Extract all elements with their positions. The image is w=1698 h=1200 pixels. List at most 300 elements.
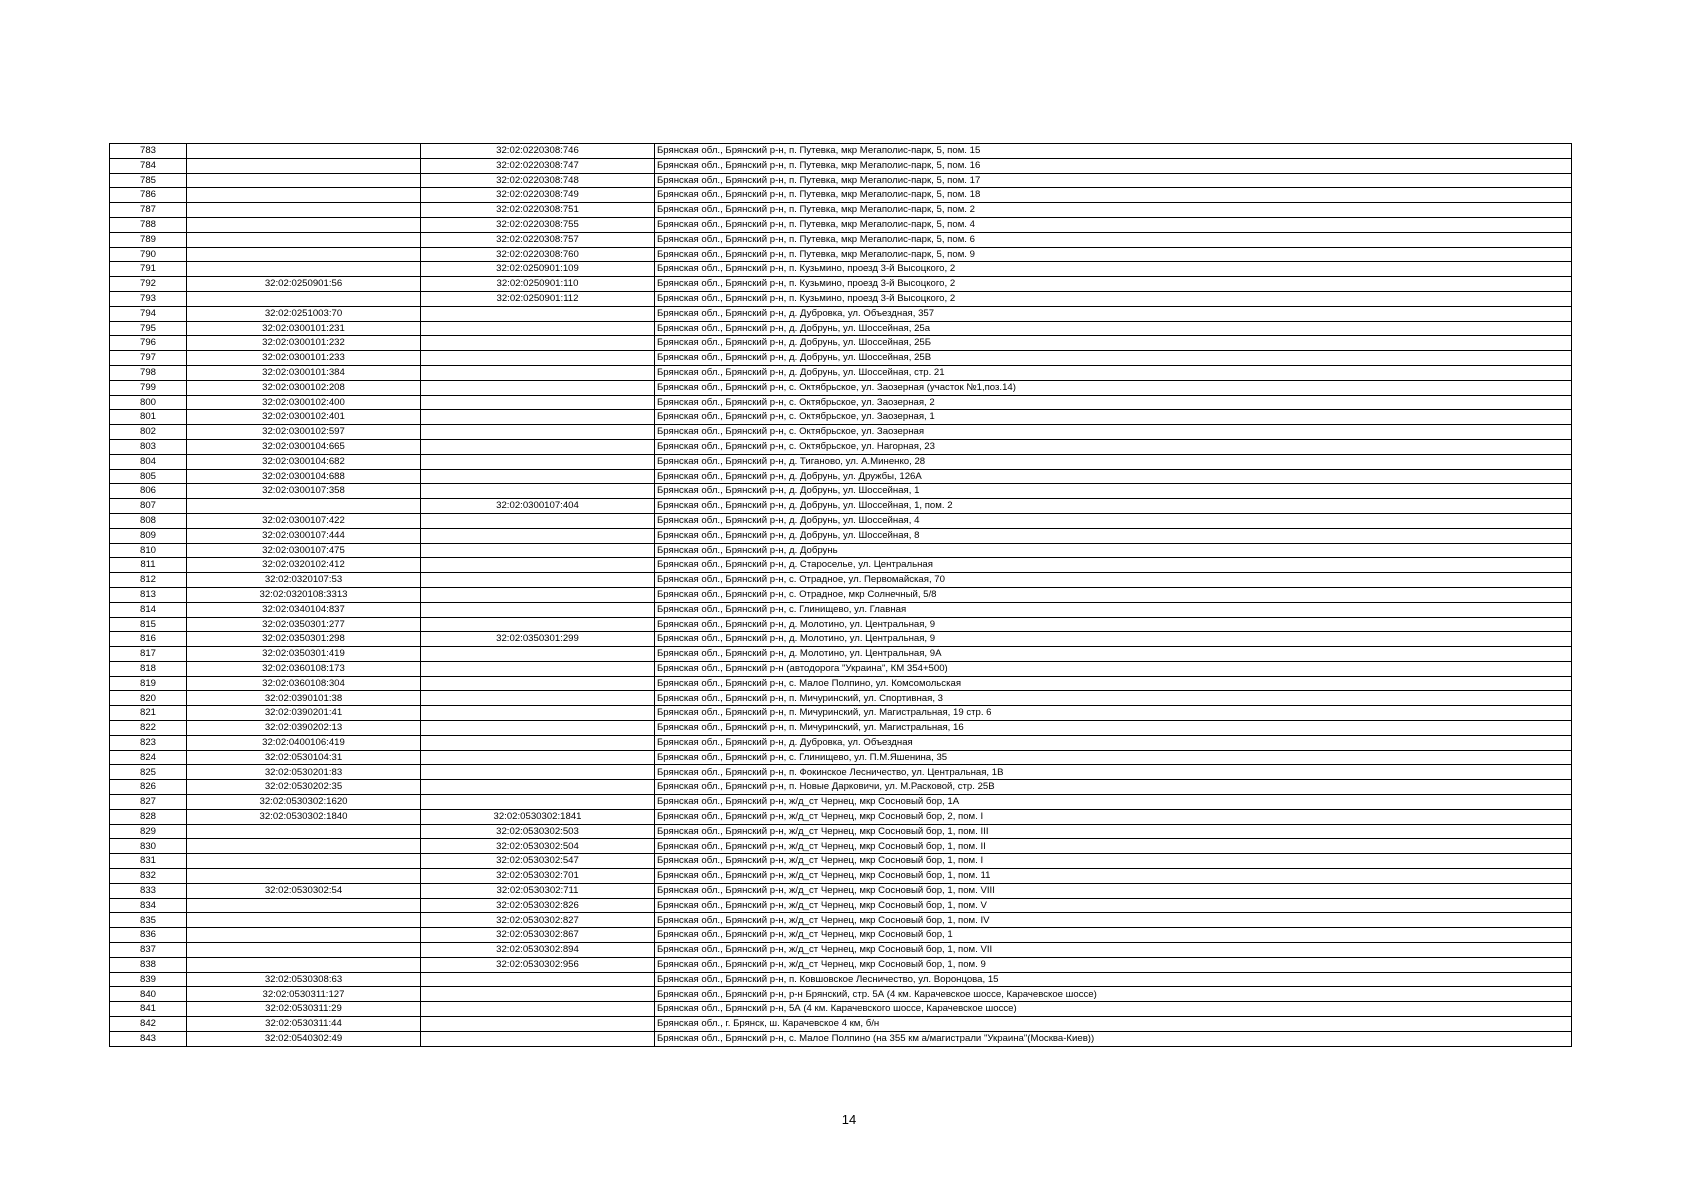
cadastral-number-land-cell: 32:02:0530104:31: [187, 750, 421, 765]
table-row: [110, 706, 1572, 721]
row-number-cell: 815: [110, 617, 187, 632]
table-row: [110, 928, 1572, 943]
address-cell: Брянская обл., Брянский р-н, п. Мичуринский, ул. Магистральная, 16: [655, 721, 1572, 736]
cadastral-number-land-cell: 32:02:0360108:173: [187, 661, 421, 676]
table-row: [110, 765, 1572, 780]
row-number-cell: 812: [110, 573, 187, 588]
address-cell: Брянская обл., Брянский р-н, п. Путевка, мкр Мегаполис-парк, 5, пом. 6: [655, 232, 1572, 247]
address-cell: Брянская обл., Брянский р-н, с. Октябрьское, ул. Заозерная, 2: [655, 395, 1572, 410]
row-number-cell: 789: [110, 232, 187, 247]
cadastral-number-building-cell: [421, 306, 655, 321]
table-row: [110, 484, 1572, 499]
cadastral-number-land-cell: [187, 158, 421, 173]
cadastral-number-land-cell: 32:02:0530201:83: [187, 765, 421, 780]
address-cell: Брянская обл., Брянский р-н, п. Кузьмино, проезд 3-й Высоцкого, 2: [655, 277, 1572, 292]
cadastral-number-building-cell: 32:02:0350301:299: [421, 632, 655, 647]
table-row: [110, 987, 1572, 1002]
table-row: [110, 632, 1572, 647]
table-row: [110, 425, 1572, 440]
table-row: [110, 676, 1572, 691]
cadastral-number-building-cell: 32:02:0530302:711: [421, 883, 655, 898]
cadastral-number-land-cell: [187, 854, 421, 869]
row-number-cell: 799: [110, 380, 187, 395]
cadastral-number-building-cell: 32:02:0530302:1841: [421, 809, 655, 824]
address-cell: Брянская обл., Брянский р-н, ж/д_ст Чернец, мкр Сосновый бор, 1, пом. V: [655, 898, 1572, 913]
cadastral-number-land-cell: [187, 898, 421, 913]
cadastral-number-building-cell: [421, 469, 655, 484]
address-cell: Брянская обл., Брянский р-н, ж/д_ст Чернец, мкр Сосновый бор, 1, пом. 9: [655, 957, 1572, 972]
cadastral-number-building-cell: 32:02:0530302:504: [421, 839, 655, 854]
table-row: [110, 869, 1572, 884]
row-number-cell: 808: [110, 513, 187, 528]
address-cell: Брянская обл., Брянский р-н (автодорога "Украина", КМ 354+500): [655, 661, 1572, 676]
row-number-cell: 805: [110, 469, 187, 484]
cadastral-number-land-cell: 32:02:0300107:358: [187, 484, 421, 499]
cadastral-number-building-cell: [421, 721, 655, 736]
page-number: 14: [841, 1112, 857, 1127]
address-cell: Брянская обл., Брянский р-н, с. Октябрьское, ул. Заозерная, 1: [655, 410, 1572, 425]
cadastral-number-land-cell: 32:02:0530302:1840: [187, 809, 421, 824]
table-row: [110, 528, 1572, 543]
row-number-cell: 816: [110, 632, 187, 647]
address-cell: Брянская обл., Брянский р-н, ж/д_ст Чернец, мкр Сосновый бор, 1: [655, 928, 1572, 943]
cadastral-number-land-cell: 32:02:0530308:63: [187, 972, 421, 987]
property-table: [109, 143, 1572, 1047]
address-cell: Брянская обл., Брянский р-н, п. Путевка, мкр Мегаполис-парк, 5, пом. 16: [655, 158, 1572, 173]
table-row: [110, 809, 1572, 824]
address-cell: Брянская обл., Брянский р-н, д. Молотино, ул. Центральная, 9: [655, 632, 1572, 647]
address-cell: Брянская обл., Брянский р-н, д. Добрунь, ул. Шоссейная, 4: [655, 513, 1572, 528]
cadastral-number-building-cell: 32:02:0530302:867: [421, 928, 655, 943]
cadastral-number-land-cell: 32:02:0530202:35: [187, 780, 421, 795]
row-number-cell: 804: [110, 454, 187, 469]
cadastral-number-building-cell: 32:02:0220308:755: [421, 217, 655, 232]
cadastral-number-building-cell: [421, 1002, 655, 1017]
cadastral-number-building-cell: [421, 543, 655, 558]
table-row: [110, 380, 1572, 395]
address-cell: Брянская обл., Брянский р-н, с. Глинищево, ул. П.М.Яшенина, 35: [655, 750, 1572, 765]
table-row: [110, 499, 1572, 514]
row-number-cell: 806: [110, 484, 187, 499]
address-cell: Брянская обл., Брянский р-н, п. Путевка, мкр Мегаполис-парк, 5, пом. 15: [655, 144, 1572, 159]
row-number-cell: 829: [110, 824, 187, 839]
table-row: [110, 513, 1572, 528]
row-number-cell: 795: [110, 321, 187, 336]
row-number-cell: 841: [110, 1002, 187, 1017]
cadastral-number-land-cell: 32:02:0530311:29: [187, 1002, 421, 1017]
cadastral-number-land-cell: 32:02:0300107:475: [187, 543, 421, 558]
table-row: [110, 854, 1572, 869]
cadastral-number-land-cell: [187, 232, 421, 247]
cadastral-number-land-cell: 32:02:0300104:682: [187, 454, 421, 469]
table-row: [110, 898, 1572, 913]
cadastral-number-land-cell: 32:02:0300102:400: [187, 395, 421, 410]
address-cell: Брянская обл., Брянский р-н, д. Добрунь, ул. Шоссейная, 25а: [655, 321, 1572, 336]
cadastral-number-building-cell: [421, 528, 655, 543]
row-number-cell: 837: [110, 943, 187, 958]
property-table-body: [110, 144, 1572, 1047]
address-cell: Брянская обл., Брянский р-н, ж/д_ст Чернец, мкр Сосновый бор, 1А: [655, 795, 1572, 810]
row-number-cell: 832: [110, 869, 187, 884]
address-cell: Брянская обл., Брянский р-н, д. Добрунь, ул. Шоссейная, 25Б: [655, 336, 1572, 351]
cadastral-number-building-cell: 32:02:0530302:547: [421, 854, 655, 869]
address-cell: Брянская обл., Брянский р-н, д. Добрунь, ул. Шоссейная, 25В: [655, 351, 1572, 366]
row-number-cell: 798: [110, 365, 187, 380]
address-cell: Брянская обл., Брянский р-н, п. Путевка, мкр Мегаполис-парк, 5, пом. 9: [655, 247, 1572, 262]
table-row: [110, 780, 1572, 795]
cadastral-number-land-cell: 32:02:0350301:419: [187, 647, 421, 662]
cadastral-number-building-cell: 32:02:0530302:827: [421, 913, 655, 928]
cadastral-number-building-cell: [421, 617, 655, 632]
row-number-cell: 803: [110, 439, 187, 454]
table-row: [110, 469, 1572, 484]
cadastral-number-land-cell: [187, 217, 421, 232]
cadastral-number-building-cell: [421, 321, 655, 336]
row-number-cell: 801: [110, 410, 187, 425]
cadastral-number-building-cell: 32:02:0220308:751: [421, 203, 655, 218]
cadastral-number-land-cell: 32:02:0300102:208: [187, 380, 421, 395]
cadastral-number-building-cell: [421, 573, 655, 588]
cadastral-number-building-cell: [421, 410, 655, 425]
row-number-cell: 838: [110, 957, 187, 972]
address-cell: Брянская обл., Брянский р-н, п. Путевка, мкр Мегаполис-парк, 5, пом. 18: [655, 188, 1572, 203]
address-cell: Брянская обл., Брянский р-н, д. Молотино, ул. Центральная, 9А: [655, 647, 1572, 662]
cadastral-number-land-cell: 32:02:0540302:49: [187, 1031, 421, 1046]
row-number-cell: 785: [110, 173, 187, 188]
cadastral-number-building-cell: 32:02:0220308:757: [421, 232, 655, 247]
cadastral-number-land-cell: [187, 262, 421, 277]
row-number-cell: 833: [110, 883, 187, 898]
row-number-cell: 811: [110, 558, 187, 573]
address-cell: Брянская обл., Брянский р-н, ж/д_ст Чернец, мкр Сосновый бор, 1, пом. 11: [655, 869, 1572, 884]
cadastral-number-building-cell: [421, 1031, 655, 1046]
address-cell: Брянская обл., Брянский р-н, д. Добрунь, ул. Шоссейная, 8: [655, 528, 1572, 543]
row-number-cell: 793: [110, 291, 187, 306]
cadastral-number-land-cell: [187, 144, 421, 159]
address-cell: Брянская обл., Брянский р-н, ж/д_ст Чернец, мкр Сосновый бор, 1, пом. III: [655, 824, 1572, 839]
cadastral-number-building-cell: [421, 765, 655, 780]
cadastral-number-building-cell: 32:02:0220308:749: [421, 188, 655, 203]
cadastral-number-building-cell: [421, 425, 655, 440]
cadastral-number-land-cell: 32:02:0390101:38: [187, 691, 421, 706]
cadastral-number-building-cell: [421, 987, 655, 1002]
address-cell: Брянская обл., Брянский р-н, ж/д_ст Чернец, мкр Сосновый бор, 2, пом. I: [655, 809, 1572, 824]
table-row: [110, 972, 1572, 987]
cadastral-number-building-cell: [421, 780, 655, 795]
address-cell: Брянская обл., Брянский р-н, с. Отрадное, мкр Солнечный, 5/8: [655, 587, 1572, 602]
cadastral-number-land-cell: 32:02:0300102:597: [187, 425, 421, 440]
cadastral-number-land-cell: [187, 943, 421, 958]
row-number-cell: 794: [110, 306, 187, 321]
row-number-cell: 820: [110, 691, 187, 706]
table-row: [110, 247, 1572, 262]
table-row: [110, 1017, 1572, 1032]
table-row: [110, 647, 1572, 662]
cadastral-number-building-cell: [421, 454, 655, 469]
row-number-cell: 784: [110, 158, 187, 173]
address-cell: Брянская обл., Брянский р-н, п. Ковшовское Лесничество, ул. Воронцова, 15: [655, 972, 1572, 987]
cadastral-number-building-cell: [421, 691, 655, 706]
table-row: [110, 291, 1572, 306]
address-cell: Брянская обл., Брянский р-н, п. Путевка, мкр Мегаполис-парк, 5, пом. 4: [655, 217, 1572, 232]
table-row: [110, 543, 1572, 558]
cadastral-number-building-cell: [421, 1017, 655, 1032]
cadastral-number-building-cell: [421, 558, 655, 573]
row-number-cell: 797: [110, 351, 187, 366]
table-row: [110, 365, 1572, 380]
cadastral-number-land-cell: [187, 203, 421, 218]
cadastral-number-land-cell: [187, 913, 421, 928]
cadastral-number-building-cell: 32:02:0250901:109: [421, 262, 655, 277]
address-cell: Брянская обл., Брянский р-н, с. Малое Полпино, ул. Комсомольская: [655, 676, 1572, 691]
table-row: [110, 439, 1572, 454]
cadastral-number-land-cell: 32:02:0300107:444: [187, 528, 421, 543]
address-cell: Брянская обл., Брянский р-н, ж/д_ст Чернец, мкр Сосновый бор, 1, пом. II: [655, 839, 1572, 854]
table-row: [110, 913, 1572, 928]
table-row: [110, 839, 1572, 854]
cadastral-number-land-cell: [187, 291, 421, 306]
cadastral-number-land-cell: 32:02:0530311:44: [187, 1017, 421, 1032]
cadastral-number-land-cell: 32:02:0250901:56: [187, 277, 421, 292]
cadastral-number-building-cell: 32:02:0530302:956: [421, 957, 655, 972]
address-cell: Брянская обл., Брянский р-н, п. Фокинское Лесничество, ул. Центральная, 1В: [655, 765, 1572, 780]
cadastral-number-land-cell: 32:02:0360108:304: [187, 676, 421, 691]
address-cell: Брянская обл., Брянский р-н, д. Добрунь, ул. Шоссейная, 1: [655, 484, 1572, 499]
cadastral-number-building-cell: 32:02:0530302:701: [421, 869, 655, 884]
row-number-cell: 831: [110, 854, 187, 869]
address-cell: Брянская обл., Брянский р-н, с. Октябрьское, ул. Заозерная: [655, 425, 1572, 440]
address-cell: Брянская обл., Брянский р-н, д. Дубровка, ул. Объездная, 357: [655, 306, 1572, 321]
address-cell: Брянская обл., Брянский р-н, ж/д_ст Чернец, мкр Сосновый бор, 1, пом. IV: [655, 913, 1572, 928]
address-cell: Брянская обл., Брянский р-н, п. Путевка, мкр Мегаполис-парк, 5, пом. 17: [655, 173, 1572, 188]
table-row: [110, 883, 1572, 898]
address-cell: Брянская обл., Брянский р-н, 5А (4 км. Карачевского шоссе, Карачевское шоссе): [655, 1002, 1572, 1017]
cadastral-number-building-cell: 32:02:0300107:404: [421, 499, 655, 514]
cadastral-number-building-cell: 32:02:0220308:748: [421, 173, 655, 188]
row-number-cell: 792: [110, 277, 187, 292]
table-row: [110, 558, 1572, 573]
row-number-cell: 839: [110, 972, 187, 987]
table-row: [110, 454, 1572, 469]
row-number-cell: 791: [110, 262, 187, 277]
cadastral-number-building-cell: [421, 513, 655, 528]
address-cell: Брянская обл., Брянский р-н, с. Октябрьское, ул. Заозерная (участок №1,поз.14): [655, 380, 1572, 395]
address-cell: Брянская обл., Брянский р-н, с. Глинищево, ул. Главная: [655, 602, 1572, 617]
cadastral-number-building-cell: [421, 706, 655, 721]
cadastral-number-land-cell: 32:02:0350301:277: [187, 617, 421, 632]
table-row: [110, 691, 1572, 706]
row-number-cell: 807: [110, 499, 187, 514]
row-number-cell: 840: [110, 987, 187, 1002]
row-number-cell: 834: [110, 898, 187, 913]
table-row: [110, 203, 1572, 218]
address-cell: Брянская обл., Брянский р-н, д. Добрунь, ул. Шоссейная, 1, пом. 2: [655, 499, 1572, 514]
table-row: [110, 188, 1572, 203]
cadastral-number-building-cell: 32:02:0250901:110: [421, 277, 655, 292]
address-cell: Брянская обл., Брянский р-н, п. Путевка, мкр Мегаполис-парк, 5, пом. 2: [655, 203, 1572, 218]
address-cell: Брянская обл., Брянский р-н, п. Кузьмино, проезд 3-й Высоцкого, 2: [655, 262, 1572, 277]
cadastral-number-land-cell: 32:02:0300107:422: [187, 513, 421, 528]
cadastral-number-building-cell: 32:02:0530302:894: [421, 943, 655, 958]
row-number-cell: 828: [110, 809, 187, 824]
address-cell: Брянская обл., Брянский р-н, д. Добрунь, ул. Дружбы, 126А: [655, 469, 1572, 484]
table-row: [110, 395, 1572, 410]
table-row: [110, 943, 1572, 958]
cadastral-number-building-cell: [421, 750, 655, 765]
cadastral-number-building-cell: [421, 661, 655, 676]
cadastral-number-building-cell: [421, 484, 655, 499]
cadastral-number-land-cell: [187, 839, 421, 854]
address-cell: Брянская обл., Брянский р-н, д. Молотино, ул. Центральная, 9: [655, 617, 1572, 632]
cadastral-number-land-cell: 32:02:0300104:665: [187, 439, 421, 454]
cadastral-number-land-cell: 32:02:0320102:412: [187, 558, 421, 573]
address-cell: Брянская обл., Брянский р-н, д. Тиганово, ул. А.Миненко, 28: [655, 454, 1572, 469]
address-cell: Брянская обл., Брянский р-н, д. Добрунь, ул. Шоссейная, стр. 21: [655, 365, 1572, 380]
cadastral-number-land-cell: [187, 957, 421, 972]
cadastral-number-land-cell: 32:02:0300101:233: [187, 351, 421, 366]
row-number-cell: 810: [110, 543, 187, 558]
row-number-cell: 809: [110, 528, 187, 543]
address-cell: Брянская обл., Брянский р-н, с. Малое Полпино (на 355 км а/магистрали "Украина"(Москва-Киев)): [655, 1031, 1572, 1046]
table-row: [110, 750, 1572, 765]
table-row: [110, 824, 1572, 839]
table-row: [110, 217, 1572, 232]
table-row: [110, 735, 1572, 750]
cadastral-number-building-cell: 32:02:0220308:746: [421, 144, 655, 159]
address-cell: Брянская обл., Брянский р-н, ж/д_ст Чернец, мкр Сосновый бор, 1, пом. I: [655, 854, 1572, 869]
cadastral-number-building-cell: [421, 336, 655, 351]
row-number-cell: 783: [110, 144, 187, 159]
table-row: [110, 262, 1572, 277]
cadastral-number-land-cell: 32:02:0350301:298: [187, 632, 421, 647]
address-cell: Брянская обл., Брянский р-н, д. Добрунь: [655, 543, 1572, 558]
row-number-cell: 825: [110, 765, 187, 780]
row-number-cell: 830: [110, 839, 187, 854]
address-cell: Брянская обл., Брянский р-н, д. Староселье, ул. Центральная: [655, 558, 1572, 573]
cadastral-number-land-cell: [187, 869, 421, 884]
row-number-cell: 796: [110, 336, 187, 351]
row-number-cell: 790: [110, 247, 187, 262]
cadastral-number-building-cell: [421, 365, 655, 380]
cadastral-number-building-cell: [421, 735, 655, 750]
cadastral-number-land-cell: [187, 499, 421, 514]
cadastral-number-land-cell: 32:02:0320108:3313: [187, 587, 421, 602]
row-number-cell: 835: [110, 913, 187, 928]
address-cell: Брянская обл., Брянский р-н, п. Мичуринский, ул. Спортивная, 3: [655, 691, 1572, 706]
cadastral-number-land-cell: 32:02:0300101:231: [187, 321, 421, 336]
cadastral-number-building-cell: 32:02:0530302:503: [421, 824, 655, 839]
cadastral-number-land-cell: 32:02:0400106:419: [187, 735, 421, 750]
cadastral-number-land-cell: [187, 928, 421, 943]
table-row: [110, 306, 1572, 321]
cadastral-number-building-cell: [421, 602, 655, 617]
cadastral-number-land-cell: 32:02:0300102:401: [187, 410, 421, 425]
table-row: [110, 617, 1572, 632]
row-number-cell: 814: [110, 602, 187, 617]
table-row: [110, 277, 1572, 292]
cadastral-number-land-cell: 32:02:0251003:70: [187, 306, 421, 321]
cadastral-number-land-cell: 32:02:0530311:127: [187, 987, 421, 1002]
row-number-cell: 827: [110, 795, 187, 810]
address-cell: Брянская обл., Брянский р-н, п. Новые Дарковичи, ул. М.Расковой, стр. 25В: [655, 780, 1572, 795]
row-number-cell: 800: [110, 395, 187, 410]
row-number-cell: 787: [110, 203, 187, 218]
cadastral-number-land-cell: [187, 188, 421, 203]
cadastral-number-building-cell: [421, 972, 655, 987]
address-cell: Брянская обл., Брянский р-н, п. Кузьмино, проезд 3-й Высоцкого, 2: [655, 291, 1572, 306]
table-row: [110, 721, 1572, 736]
address-cell: Брянская обл., Брянский р-н, п. Мичуринский, ул. Магистральная, 19 стр. 6: [655, 706, 1572, 721]
row-number-cell: 822: [110, 721, 187, 736]
row-number-cell: 836: [110, 928, 187, 943]
cadastral-number-land-cell: 32:02:0340104:837: [187, 602, 421, 617]
table-row: [110, 1031, 1572, 1046]
cadastral-number-land-cell: [187, 247, 421, 262]
cadastral-number-land-cell: 32:02:0390201:41: [187, 706, 421, 721]
row-number-cell: 821: [110, 706, 187, 721]
cadastral-number-building-cell: 32:02:0220308:760: [421, 247, 655, 262]
table-row: [110, 351, 1572, 366]
cadastral-number-land-cell: [187, 824, 421, 839]
table-row: [110, 144, 1572, 159]
table-row: [110, 602, 1572, 617]
table-row: [110, 957, 1572, 972]
table-row: [110, 795, 1572, 810]
table-row: [110, 410, 1572, 425]
cadastral-number-building-cell: [421, 795, 655, 810]
row-number-cell: 824: [110, 750, 187, 765]
table-row: [110, 173, 1572, 188]
row-number-cell: 823: [110, 735, 187, 750]
row-number-cell: 817: [110, 647, 187, 662]
cadastral-number-land-cell: 32:02:0300104:688: [187, 469, 421, 484]
address-cell: Брянская обл., Брянский р-н, ж/д_ст Чернец, мкр Сосновый бор, 1, пом. VIII: [655, 883, 1572, 898]
row-number-cell: 788: [110, 217, 187, 232]
cadastral-number-building-cell: [421, 395, 655, 410]
cadastral-number-building-cell: [421, 587, 655, 602]
address-cell: Брянская обл., г. Брянск, ш. Карачевское 4 км, б/н: [655, 1017, 1572, 1032]
cadastral-number-building-cell: [421, 647, 655, 662]
row-number-cell: 818: [110, 661, 187, 676]
cadastral-number-land-cell: 32:02:0530302:1620: [187, 795, 421, 810]
table-row: [110, 573, 1572, 588]
row-number-cell: 802: [110, 425, 187, 440]
cadastral-number-building-cell: 32:02:0250901:112: [421, 291, 655, 306]
row-number-cell: 826: [110, 780, 187, 795]
row-number-cell: 819: [110, 676, 187, 691]
cadastral-number-land-cell: 32:02:0320107:53: [187, 573, 421, 588]
address-cell: Брянская обл., Брянский р-н, р-н Брянский, стр. 5А (4 км. Карачевское шоссе, Карачевское шоссе): [655, 987, 1572, 1002]
cadastral-number-building-cell: [421, 380, 655, 395]
cadastral-number-building-cell: 32:02:0530302:826: [421, 898, 655, 913]
address-cell: Брянская обл., Брянский р-н, ж/д_ст Чернец, мкр Сосновый бор, 1, пом. VII: [655, 943, 1572, 958]
cadastral-number-land-cell: 32:02:0300101:384: [187, 365, 421, 380]
table-row: [110, 321, 1572, 336]
table-row: [110, 232, 1572, 247]
cadastral-number-land-cell: 32:02:0390202:13: [187, 721, 421, 736]
address-cell: Брянская обл., Брянский р-н, с. Отрадное, ул. Первомайская, 70: [655, 573, 1572, 588]
table-row: [110, 587, 1572, 602]
row-number-cell: 842: [110, 1017, 187, 1032]
table-row: [110, 336, 1572, 351]
address-cell: Брянская обл., Брянский р-н, с. Октябрьское, ул. Нагорная, 23: [655, 439, 1572, 454]
cadastral-number-land-cell: 32:02:0300101:232: [187, 336, 421, 351]
table-row: [110, 1002, 1572, 1017]
row-number-cell: 786: [110, 188, 187, 203]
cadastral-number-building-cell: [421, 676, 655, 691]
address-cell: Брянская обл., Брянский р-н, д. Дубровка, ул. Объездная: [655, 735, 1572, 750]
cadastral-number-land-cell: [187, 173, 421, 188]
